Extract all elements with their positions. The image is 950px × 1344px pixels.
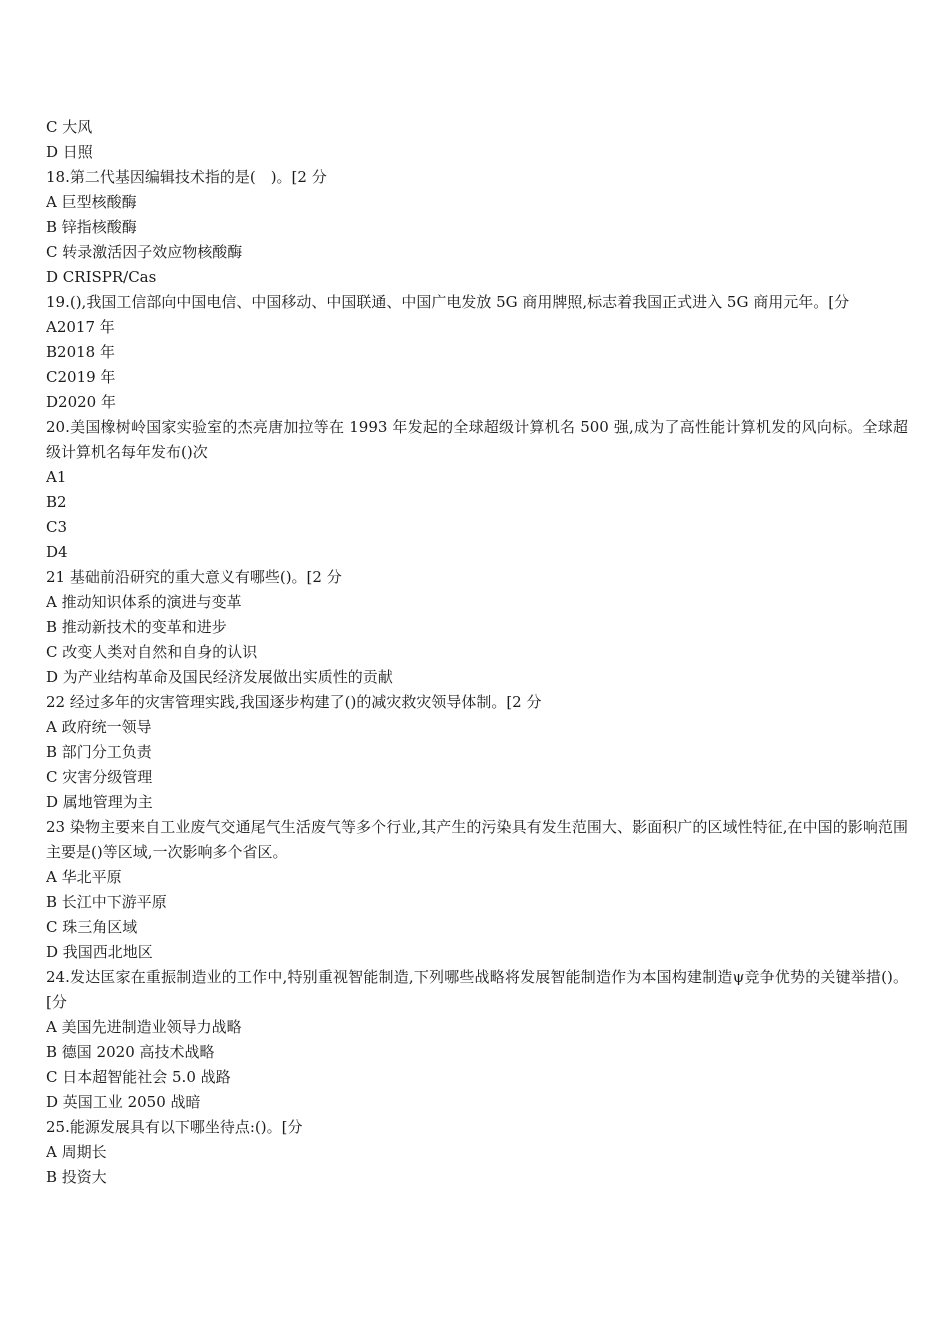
option-text: A 美国先进制造业领导力战略	[46, 1018, 242, 1036]
option-text: D 日照	[46, 143, 93, 161]
option-text: B2	[46, 493, 67, 511]
option-text: B 投资大	[46, 1168, 107, 1186]
option-text: B 长江中下游平原	[46, 893, 167, 911]
option-text: A2017 年	[46, 318, 115, 336]
option-text: A1	[46, 468, 67, 486]
option-text: D 英国工业 2050 战暗	[46, 1093, 201, 1111]
question-text: 22 经过多年的灾害管理实践,我国逐步构建了()的减灾救灾领导体制。[2 分	[46, 693, 542, 711]
question-text: 18.第二代基因编辑技术指的是( )。[2 分	[46, 168, 327, 186]
option-text: B 部门分工负责	[46, 743, 152, 761]
option-text: A 周期长	[46, 1143, 107, 1161]
option-text: B2018 年	[46, 343, 115, 361]
option-text: B 锌指核酸酶	[46, 218, 137, 236]
option-text: B 德国 2020 高技术战略	[46, 1043, 215, 1061]
question-text: 20.美国橡树岭国家实验室的杰亮唐加拉等在 1993 年发起的全球超级计算机名 500 强,成为了高性能计算机发的风向标。全球超级计算机名每年发布()次	[46, 418, 908, 461]
option-text: D 属地管理为主	[46, 793, 153, 811]
option-text: C 大风	[46, 118, 93, 136]
question-text: 24.发达匡家在重振制造业的工作中,特别重视智能制造,下列哪些战略将发展智能制造作为本国构建制造ψ竞争优势的关键举措()。[分	[46, 968, 908, 1011]
question-text: 25.能源发展具有以下哪坐待点:()。[分	[46, 1118, 303, 1136]
option-text: C 灾害分级管理	[46, 768, 153, 786]
option-text: D4	[46, 543, 68, 561]
option-text: D2020 年	[46, 393, 116, 411]
option-text: D CRISPR/Cas	[46, 268, 157, 286]
question-text: 19.(),我国工信部向中国电信、中国移动、中国联通、中国广电发放 5G 商用牌照,标志着我国正式进入 5G 商用元年。[分	[46, 293, 850, 311]
option-text: B 推动新技术的变革和进步	[46, 618, 227, 636]
option-text: C 珠三角区域	[46, 918, 138, 936]
option-text: A 巨型核酸酶	[46, 193, 137, 211]
option-text: C2019 年	[46, 368, 116, 386]
option-text: C 转录激活因子效应物核酸酶	[46, 243, 243, 261]
document-page	[46, 115, 908, 1190]
option-text: A 政府统一领导	[46, 718, 152, 736]
option-text: A 推动知识体系的演进与变革	[46, 593, 242, 611]
question-text: 23 染物主要来自工业废气交通尾气生活废气等多个行业,其产生的污染具有发生范围大、影面积广的区域性特征,在中国的影响范围主要是()等区域,一次影响多个省区。	[46, 818, 908, 861]
question-text: 21 基础前沿研究的重大意义有哪些()。[2 分	[46, 568, 342, 586]
option-text: D 我国西北地区	[46, 943, 153, 961]
option-text: C 日本超智能社会 5.0 战路	[46, 1068, 231, 1086]
option-text: D 为产业结构革命及国民经济发展做出实质性的贡献	[46, 668, 393, 686]
option-text: C3	[46, 518, 68, 536]
option-text: C 改变人类对自然和自身的认识	[46, 643, 258, 661]
option-text: A 华北平原	[46, 868, 122, 886]
